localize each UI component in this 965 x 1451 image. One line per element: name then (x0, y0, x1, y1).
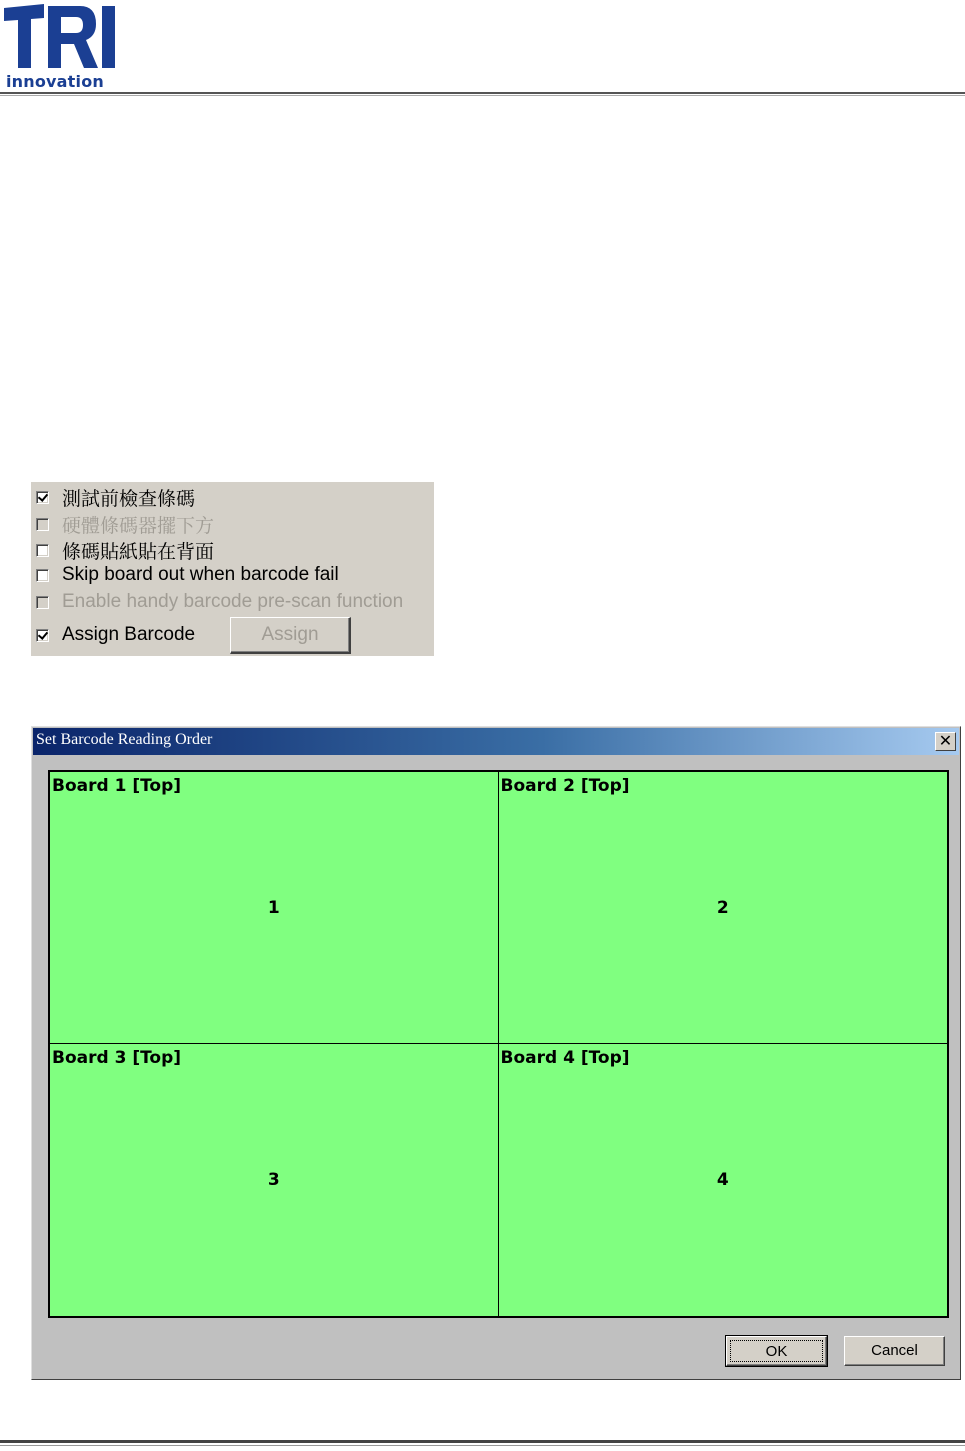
board-order-number: 1 (267, 897, 280, 918)
footer-divider (0, 1440, 965, 1446)
header-divider (0, 92, 965, 96)
option-handy-prescan[interactable] (36, 589, 403, 615)
board-order-number: 3 (267, 1170, 280, 1190)
tri-innovation-logo (4, 2, 120, 90)
board-cell-1[interactable] (50, 772, 499, 1044)
option-label: Assign Barcode (62, 624, 196, 645)
cancel-button[interactable]: Cancel (844, 1336, 945, 1366)
option-label: 硬體條碼器擺下方 (62, 515, 215, 537)
board-cell-2[interactable] (499, 772, 948, 1044)
close-icon[interactable]: ✕ (935, 732, 956, 751)
checkbox-icon[interactable] (36, 544, 49, 557)
board-grid (48, 770, 949, 1318)
board-cell-4[interactable] (499, 1044, 948, 1316)
option-barcode-label-on-back[interactable] (36, 537, 214, 563)
checkbox-checked-icon[interactable] (36, 491, 49, 504)
checkbox-icon[interactable] (36, 518, 49, 531)
checkbox-icon[interactable] (36, 569, 49, 582)
tri-logo-mark (4, 2, 120, 74)
option-label: 條碼貼紙貼在背面 (62, 541, 215, 563)
option-assign-barcode[interactable] (36, 622, 195, 648)
assign-button[interactable]: Assign (230, 617, 351, 654)
board-order-number: 2 (716, 897, 729, 918)
board-label: Board 1 [Top] (52, 776, 182, 796)
board-cell-3[interactable] (50, 1044, 499, 1316)
option-label: 測試前檢查條碼 (62, 488, 196, 510)
board-label: Board 4 [Top] (500, 1048, 630, 1068)
board-label: Board 2 [Top] (500, 776, 630, 796)
option-label: Skip board out when barcode fail (62, 564, 339, 585)
dialog-titlebar[interactable] (33, 728, 959, 755)
option-hardware-scanner-below[interactable] (36, 511, 214, 537)
option-check-barcode-before-test[interactable] (36, 484, 195, 510)
ok-button-label: OK (730, 1340, 823, 1362)
board-label: Board 3 [Top] (52, 1048, 182, 1068)
set-barcode-reading-order-dialog (31, 726, 961, 1380)
option-skip-board-out[interactable] (36, 562, 339, 588)
dialog-title: Set Barcode Reading Order (36, 731, 213, 748)
barcode-options-panel (31, 482, 434, 656)
board-order-number: 4 (716, 1170, 729, 1190)
checkbox-icon[interactable] (36, 596, 49, 609)
ok-button[interactable] (726, 1336, 827, 1366)
checkbox-checked-icon[interactable] (36, 629, 49, 642)
logo-subtitle: innovation (6, 72, 104, 91)
option-label: Enable handy barcode pre-scan function (62, 591, 404, 612)
